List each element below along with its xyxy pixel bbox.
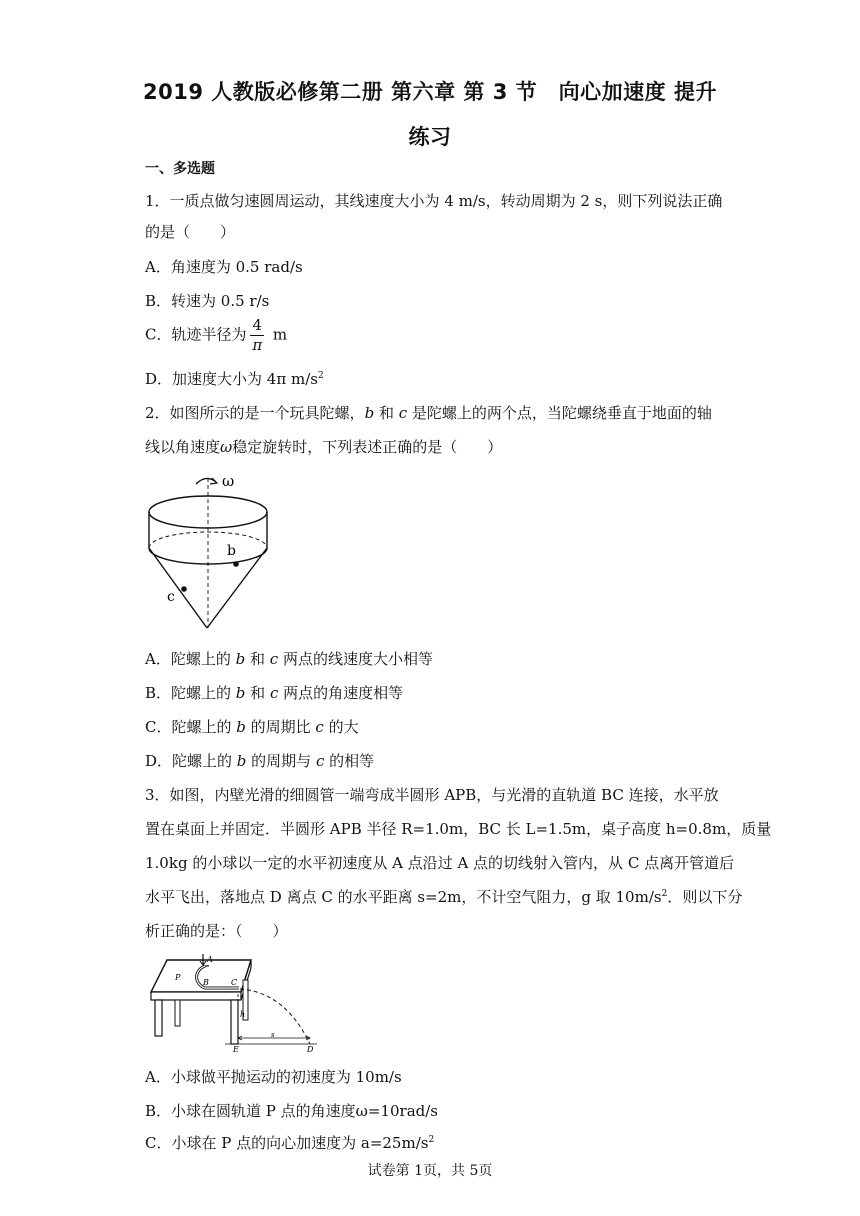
page-title-continued: 练习 [408, 125, 452, 149]
question-text: 一质点做匀速圆周运动，其线速度大小为 4 m/s，转动周期为 2 s，则下列说法正确 [169, 192, 723, 210]
unit: m [272, 325, 288, 344]
option-text: 的相等 [324, 752, 375, 770]
var-b: b [364, 404, 375, 422]
point-c [181, 586, 187, 592]
var-c: c [398, 404, 408, 422]
q1-option-c [145, 318, 287, 353]
question-number: 1． [145, 192, 170, 210]
label-B: B [203, 978, 209, 987]
option-text: C．陀螺上的 [145, 718, 237, 736]
label-s: s [271, 1031, 275, 1039]
var-b: b [236, 752, 247, 770]
question-text: ．则以下分 [667, 888, 743, 906]
question-1-stem [145, 190, 722, 211]
label-D: D [307, 1045, 314, 1054]
question-text: 如图，内壁光滑的细圆管一端弯成半圆形 APB，与光滑的直轨道 BC 连接，水平放 [169, 786, 719, 804]
q1-option-d [145, 368, 324, 389]
option-text: 的周期与 [246, 752, 316, 770]
omega-label: ω [222, 472, 235, 490]
page-footer: 试卷第 1页，共 5页 [367, 1163, 493, 1179]
var-omega: ω [220, 438, 233, 456]
label-P: P [175, 973, 181, 982]
fraction [250, 318, 264, 353]
var-c: c [315, 718, 324, 736]
q3-option-b: B．小球在圆轨道 P 点的角速度ω=10rad/s [145, 1102, 439, 1120]
option-text: C．小球在 P 点的向心加速度为 a=25m/s [145, 1134, 429, 1152]
question-text: 水平飞出，落地点 D 离点 C 的水平距离 s=2m，不计空气阻力，g 取 10m/s [145, 888, 662, 906]
label-C: C [231, 978, 238, 987]
var-c: c [269, 650, 279, 668]
superscript: 2 [661, 889, 668, 899]
question-3-stem-line3: 1.0kg 的小球以一定的水平初速度从 A 点沿过 A 点的切线射入管内，从 C 点离开管道后 [145, 854, 735, 872]
q2-option-a [145, 648, 433, 669]
question-text: 线以角速度 [145, 438, 221, 456]
option-text: 两点的角速度相等 [278, 684, 404, 702]
question-3-stem-line2: 置在桌面上并固定．半圆形 APB 半径 R=1.0m，BC 长 L=1.5m，桌子高度 h=0.8m，质量 [145, 820, 772, 838]
option-text: 两点的线速度大小相等 [278, 650, 433, 668]
question-1-stem-cont: 的是（ ） [145, 223, 236, 241]
option-text: 的大 [323, 718, 359, 736]
var-b: b [235, 684, 246, 702]
label-A: A [207, 955, 213, 964]
label-h: h [240, 1010, 246, 1019]
q2-option-b [145, 682, 403, 703]
superscript: 2 [317, 371, 324, 381]
q1-option-b: B．转速为 0.5 r/s [145, 292, 270, 310]
option-text: D．陀螺上的 [145, 752, 237, 770]
q3-option-c [145, 1132, 434, 1153]
var-b: b [235, 650, 246, 668]
question-text: 是陀螺上的两个点，当陀螺绕垂直于地面的轴 [407, 404, 712, 422]
projectile-path [240, 989, 310, 1044]
option-text: A．陀螺上的 [145, 650, 236, 668]
option-text: B．陀螺上的 [145, 684, 236, 702]
superscript: 2 [428, 1135, 435, 1145]
option-text: D．加速度大小为 4π m/s [145, 370, 318, 388]
table-track-figure [145, 952, 325, 1054]
label-c: c [167, 589, 175, 605]
q1-option-a: A．角速度为 0.5 rad/s [145, 258, 303, 276]
fraction-denominator: π [252, 336, 263, 354]
question-text: 如图所示的是一个玩具陀螺， [169, 404, 365, 422]
question-text: 稳定旋转时，下列表述正确的是（ ） [232, 438, 503, 456]
spinning-top-figure [140, 468, 280, 634]
question-2-stem [145, 402, 712, 423]
q2-option-c [145, 716, 359, 737]
var-c: c [269, 684, 279, 702]
label-b: b [227, 543, 236, 559]
question-number: 3． [145, 786, 170, 804]
label-E: E [233, 1045, 239, 1054]
point-b [233, 561, 239, 567]
option-text: 的周期比 [245, 718, 316, 736]
question-3-stem-line5: 析正确的是：（ ） [145, 922, 288, 940]
option-text: 和 [245, 684, 270, 702]
q3-option-a: A．小球做平抛运动的初速度为 10m/s [145, 1068, 402, 1086]
var-c: c [315, 752, 325, 770]
question-2-stem-cont [145, 436, 502, 457]
var-b: b [236, 718, 246, 736]
question-3-stem [145, 784, 719, 805]
fraction-numerator: 4 [252, 316, 263, 334]
question-3-stem-line4 [145, 886, 742, 907]
option-text: C．轨迹半径为 [145, 325, 247, 344]
page-title: 2019 人教版必修第二册 第六章 第 3 节 向心加速度 提升 [143, 80, 717, 104]
section-heading: 一、多选题 [145, 161, 215, 177]
question-number: 2． [145, 404, 170, 422]
question-text: 和 [374, 404, 399, 422]
q2-option-d [145, 750, 374, 771]
option-text: 和 [245, 650, 270, 668]
